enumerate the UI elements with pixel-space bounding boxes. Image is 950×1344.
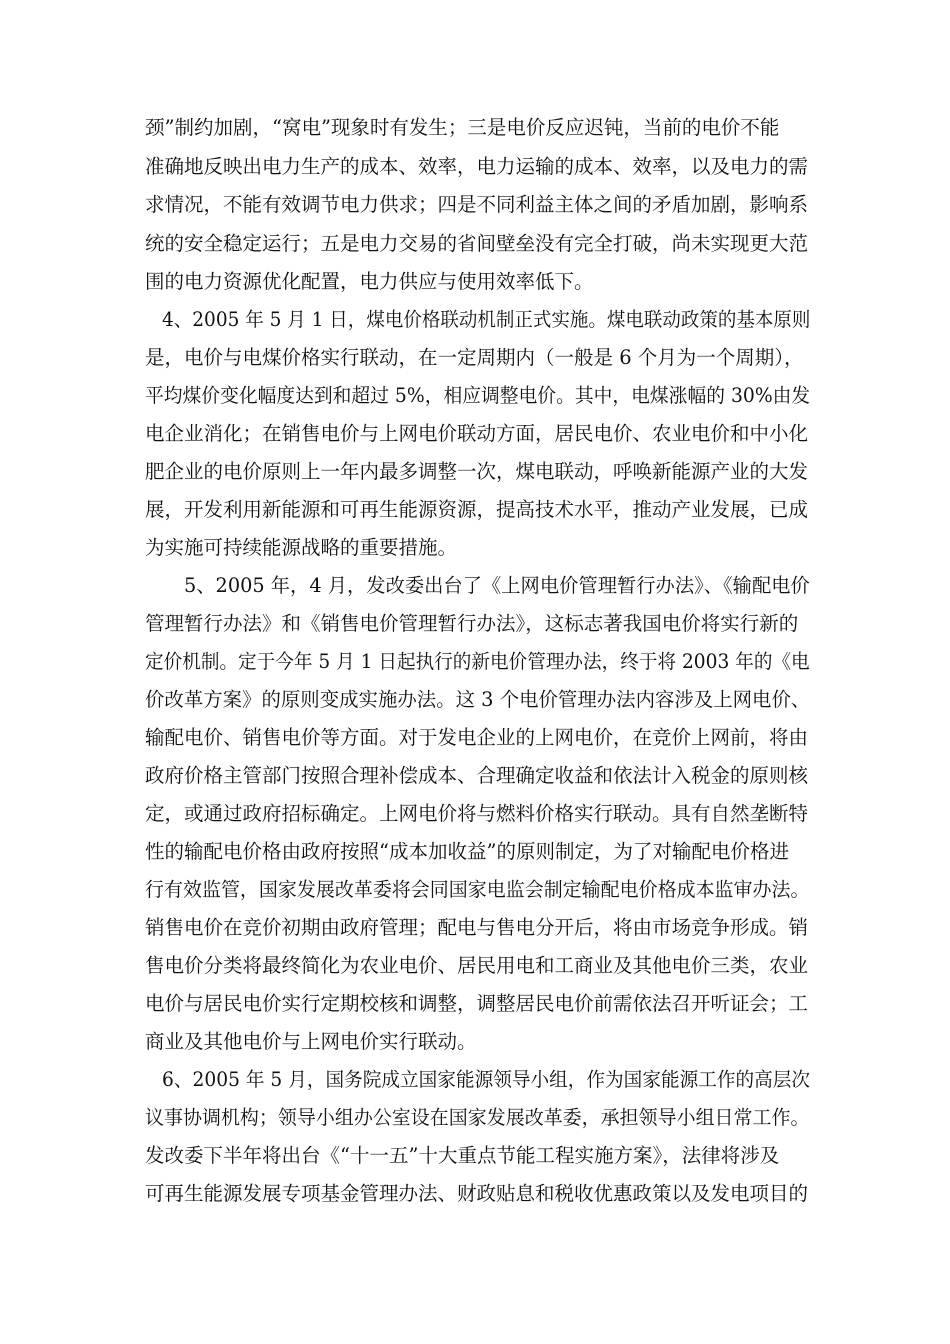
paragraph-6-start: 6、2005 年 5 月，国务院成立国家能源领导小组，作为国家能源工作的高层次	[162, 1068, 811, 1091]
text-line: 商业及其他电价与上网电价实行联动。	[145, 1030, 477, 1053]
text-line: 输配电价、销售电价等方面。对于发电企业的上网电价，在竞价上网前，将由	[145, 726, 809, 749]
text-line: 平均煤价变化幅度达到和超过 5%，相应调整电价。其中，电煤涨幅的 30%由发	[145, 384, 811, 407]
paragraph-5-start: 5、2005 年，4 月，发改委出台了《上网电价管理暂行办法》、《输配电价	[184, 574, 810, 597]
text-line: 电价与居民电价实行定期校核和调整，调整居民电价前需依法召开听证会；工	[145, 992, 809, 1015]
text-line: 定，或通过政府招标确定。上网电价将与燃料价格实行联动。具有自然垄断特	[145, 802, 809, 825]
text-line: 管理暂行办法》和《销售电价管理暂行办法》，这标志著我国电价将实行新的	[145, 612, 799, 635]
text-line: 颈”制约加剧，“窝电”现象时有发生；三是电价反应迟钝，当前的电价不能	[145, 116, 780, 139]
text-line: 性的输配电价格由政府按照“成本加收益”的原则制定，为了对输配电价格进	[145, 840, 789, 863]
text-line: 展，开发利用新能源和可再生能源资源，提高技术水平，推动产业发展，已成	[145, 498, 809, 521]
text-line: 可再生能源发展专项基金管理办法、财政贴息和税收优惠政策以及发电项目的	[145, 1182, 809, 1205]
text-line: 销售电价在竞价初期由政府管理；配电与售电分开后，将由市场竞争形成。销	[145, 916, 809, 939]
text-line: 发改委下半年将出台《“十一五”十大重点节能工程实施方案》，法律将涉及	[145, 1144, 780, 1167]
paragraph-4-start: 4、2005 年 5 月 1 日，煤电价格联动机制正式实施。煤电联动政策的基本原则	[162, 308, 811, 331]
text-line: 价改革方案》的原则变成实施办法。这 3 个电价管理办法内容涉及上网电价、	[145, 688, 811, 711]
text-line: 议事协调机构；领导小组办公室设在国家发展改革委，承担领导小组日常工作。	[145, 1106, 810, 1129]
text-line: 准确地反映出电力生产的成本、效率，电力运输的成本、效率，以及电力的需	[145, 155, 809, 178]
text-line: 肥企业的电价原则上一年内最多调整一次，煤电联动，呼唤新能源产业的大发	[145, 460, 809, 483]
text-line: 定价机制。定于今年 5 月 1 日起执行的新电价管理办法，终于将 2003 年的《电	[145, 650, 810, 673]
text-line: 为实施可持续能源战略的重要措施。	[145, 536, 458, 559]
text-line: 售电价分类将最终简化为农业电价、居民用电和工商业及其他电价三类，农业	[145, 954, 809, 977]
text-line: 电企业消化；在销售电价与上网电价联动方面，居民电价、农业电价和中小化	[145, 422, 809, 445]
text-line: 统的安全稳定运行；五是电力交易的省间壁垒没有完全打破，尚未实现更大范	[145, 232, 809, 255]
text-line: 是，电价与电煤价格实行联动，在一定周期内（一般是 6 个月为一个周期），	[145, 346, 804, 369]
text-line: 求情况，不能有效调节电力供求；四是不同利益主体之间的矛盾加剧，影响系	[145, 193, 809, 216]
text-line: 围的电力资源优化配置，电力供应与使用效率低下。	[145, 270, 594, 293]
text-line: 行有效监管，国家发展改革委将会同国家电监会制定输配电价格成本监审办法。	[145, 878, 810, 901]
text-line: 政府价格主管部门按照合理补偿成本、合理确定收益和依法计入税金的原则核	[145, 764, 809, 787]
